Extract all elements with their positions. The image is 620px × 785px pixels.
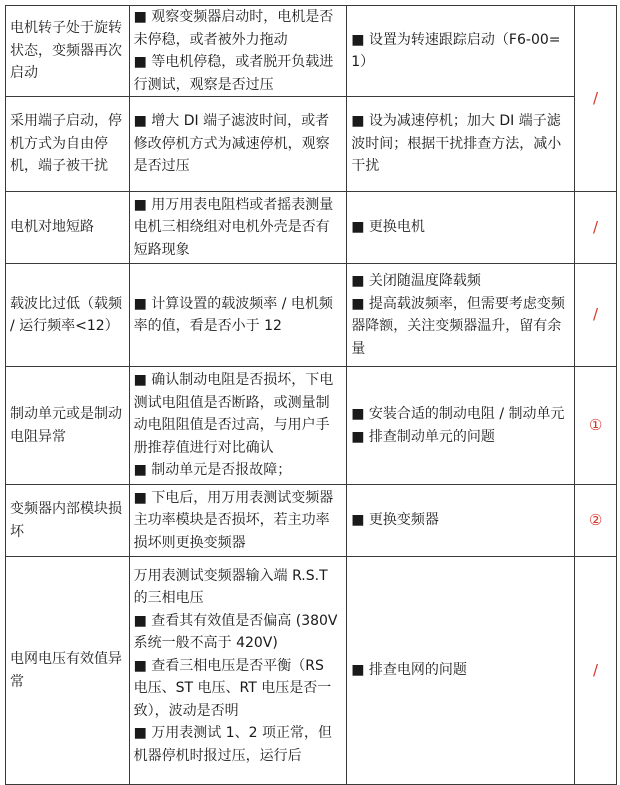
fault-cell: 载波比过低（载频 / 运行频率<12） [6,264,130,367]
reference-mark-cell [575,264,617,367]
table-row [6,6,617,97]
action-cell [347,367,575,485]
check-item: ■ 计算设置的载波频率 / 电机频率的值，看是否小于 12 [133,295,333,334]
check-cell [129,557,347,785]
check-list [134,565,343,777]
check-cell [129,97,347,192]
reference-mark: / [593,660,599,679]
action-cell [347,557,575,785]
action-cell [347,485,575,557]
fault-cell: 电机转子处于旋转状态，变频器再次启动 [6,6,130,97]
action-item: ■ 设置为转速跟踪启动（F6-00=1） [351,31,561,70]
check-item: ■ 增大 DI 端子滤波时间，或者修改停机方式为减速停机，观察是否过压 [133,113,330,175]
action-cell [347,264,575,367]
reference-mark-cell [575,6,617,192]
reference-mark: ② [588,510,603,529]
reference-mark-cell [575,557,617,785]
check-item: ■ 查看其有效值是否偏高 (380V 系统一般不高于 420V) [133,612,338,651]
action-item: ■ 更换电机 [351,219,425,236]
action-item: ■ 安装合适的制动电阻 / 制动单元 [351,406,565,422]
action-item: ■ 设为减速停机；加大 DI 端子滤波时间；根据干扰排查方法，减小干扰 [351,113,562,175]
check-cell [129,192,347,264]
check-item: 万用表测试变频器输入端 R.S.T 的三相电压 [133,567,328,606]
reference-mark-cell [575,367,617,485]
reference-mark: / [593,88,599,107]
table-row [6,485,617,557]
check-cell [129,264,347,367]
table-row [6,97,617,192]
check-item: ■ 下电后，用万用表测试变频器主功率模块是否损坏，若主功率损坏则更换变频器 [133,489,334,551]
check-item: ■ 确认制动电阻是否损坏，下电测试电阻值是否断路，或测量制动电阻阻值是否过高，与用户手册推荐值进行对比确认 [133,372,334,456]
table-row [6,557,617,785]
check-item: ■ 查看三相电压是否平衡（RS 电压、ST 电压、RT 电压是否一致），波动是否明 [133,657,332,719]
fault-cell: 电网电压有效值异常 [6,557,130,785]
action-item: ■ 更换变频器 [351,512,439,529]
table-row [6,192,617,264]
check-item: ■ 万用表测试 1、2 项正常，但机器停机时报过压，运行后 [133,725,333,764]
fault-cell: 变频器内部模块损坏 [6,485,130,557]
check-item: ■ 观察变频器启动时，电机是否未停稳，或者被外力拖动 [133,9,334,48]
action-cell [347,6,575,97]
check-cell [129,6,347,97]
reference-mark: / [593,217,599,236]
table-row [6,367,617,485]
check-item: ■ 制动单元是否报故障； [133,462,292,479]
table-row [6,264,617,367]
action-cell [347,192,575,264]
check-item: ■ 用万用表电阻档或者摇表测量电机三相绕组对电机外壳是否有短路现象 [133,196,334,258]
action-item: ■ 排查电网的问题 [351,662,467,679]
reference-mark-cell [575,485,617,557]
action-item: ■ 关闭随温度降载频 [351,273,481,289]
troubleshooting-table [5,5,617,785]
reference-mark: / [593,305,599,324]
check-cell [129,485,347,557]
check-cell [129,367,347,485]
check-item: ■ 等电机停稳，或者脱开负载进行测试，观察是否过压 [133,54,334,93]
fault-cell: 制动单元或是制动电阻异常 [6,367,130,485]
action-item: ■ 排查制动单元的问题 [351,428,495,445]
fault-cell: 电机对地短路 [6,192,130,264]
action-item: ■ 提高载波频率，但需要考虑变频器降额，关注变频器温升，留有余量 [351,295,565,357]
reference-mark: ① [588,415,603,434]
reference-mark-cell [575,192,617,264]
action-cell [347,97,575,192]
fault-cell: 采用端子启动，停机方式为自由停机，端子被干扰 [6,97,130,192]
